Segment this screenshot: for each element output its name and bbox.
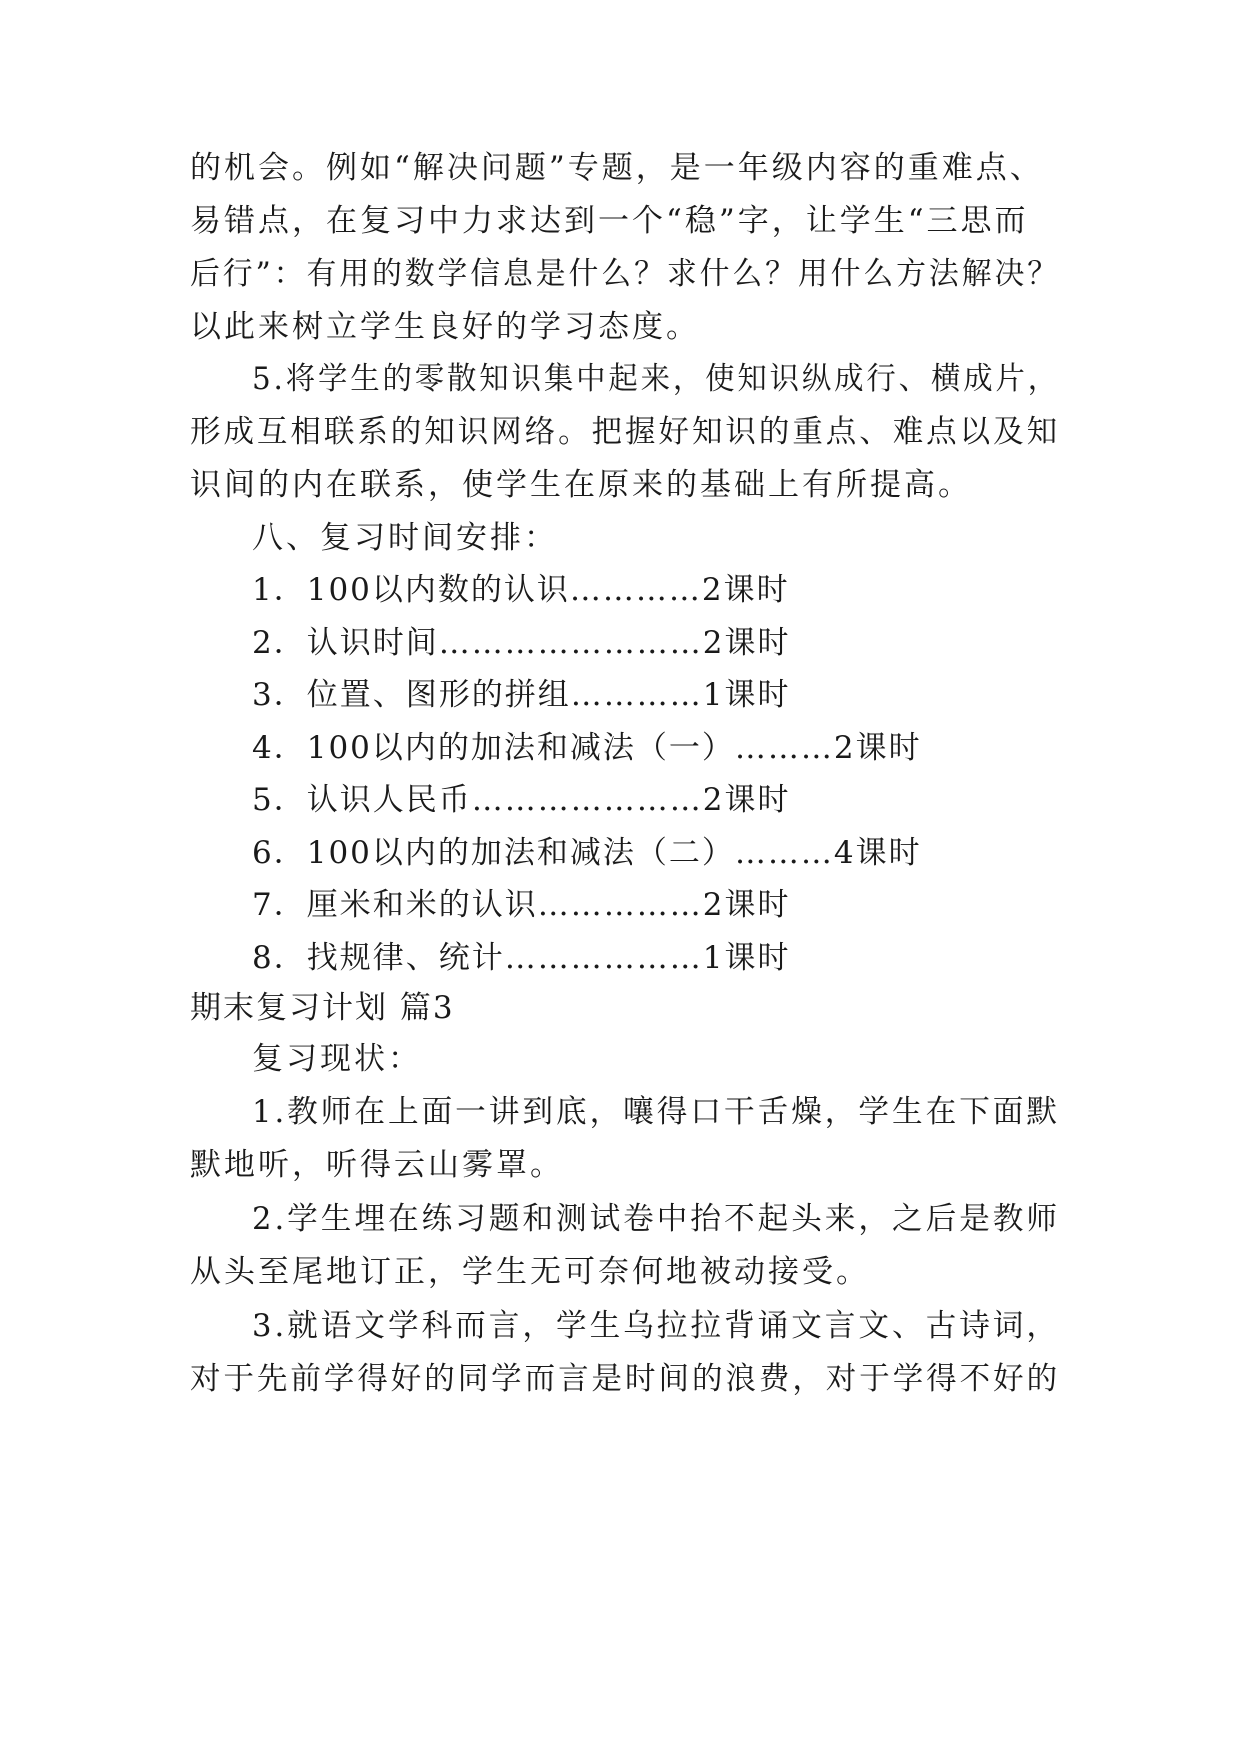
section-heading: 复习现状： <box>252 1041 422 1077</box>
schedule-item: 4．100以内的加法和减法（一）………2课时 <box>252 730 922 766</box>
schedule-item: 7．厘米和米的认识……………2课时 <box>252 887 791 923</box>
schedule-item: 6．100以内的加法和减法（二）………4课时 <box>252 835 922 871</box>
schedule-item: 1．100以内数的认识…………2课时 <box>252 572 790 608</box>
paragraph-line: 的机会。例如“解决问题”专题，是一年级内容的重难点、 <box>190 150 1044 186</box>
paragraph-line: 对于先前学得好的同学而言是时间的浪费，对于学得不好的 <box>190 1361 1061 1397</box>
schedule-item: 8．找规律、统计………………1课时 <box>252 940 791 976</box>
paragraph-line: 5.将学生的零散知识集中起来，使知识纵成行、横成片， <box>252 361 1060 397</box>
section-heading: 八、复习时间安排： <box>252 520 558 556</box>
article-heading: 期末复习计划 篇3 <box>190 990 455 1026</box>
schedule-item: 3．位置、图形的拼组…………1课时 <box>252 677 791 713</box>
paragraph-line: 后行”：有用的数学信息是什么？求什么？用什么方法解决？ <box>190 256 1060 292</box>
paragraph-line: 默地听，听得云山雾罩。 <box>190 1147 564 1183</box>
paragraph-line: 形成互相联系的知识网络。把握好知识的重点、难点以及知 <box>190 414 1061 450</box>
paragraph-line: 3.就语文学科而言，学生乌拉拉背诵文言文、古诗词， <box>252 1308 1061 1344</box>
schedule-item: 2．认识时间……………………2课时 <box>252 625 791 661</box>
paragraph-line: 以此来树立学生良好的学习态度。 <box>190 309 700 345</box>
paragraph-line: 1.教师在上面一讲到底，嚷得口干舌燥，学生在下面默 <box>252 1094 1061 1130</box>
paragraph-line: 易错点，在复习中力求达到一个“稳”字，让学生“三思而 <box>190 203 1029 239</box>
paragraph-line: 2.学生埋在练习题和测试卷中抬不起头来，之后是教师 <box>252 1201 1061 1237</box>
schedule-item: 5．认识人民币…………………2课时 <box>252 782 791 818</box>
paragraph-line: 识间的内在联系，使学生在原来的基础上有所提高。 <box>190 467 972 503</box>
paragraph-line: 从头至尾地订正，学生无可奈何地被动接受。 <box>190 1254 870 1290</box>
